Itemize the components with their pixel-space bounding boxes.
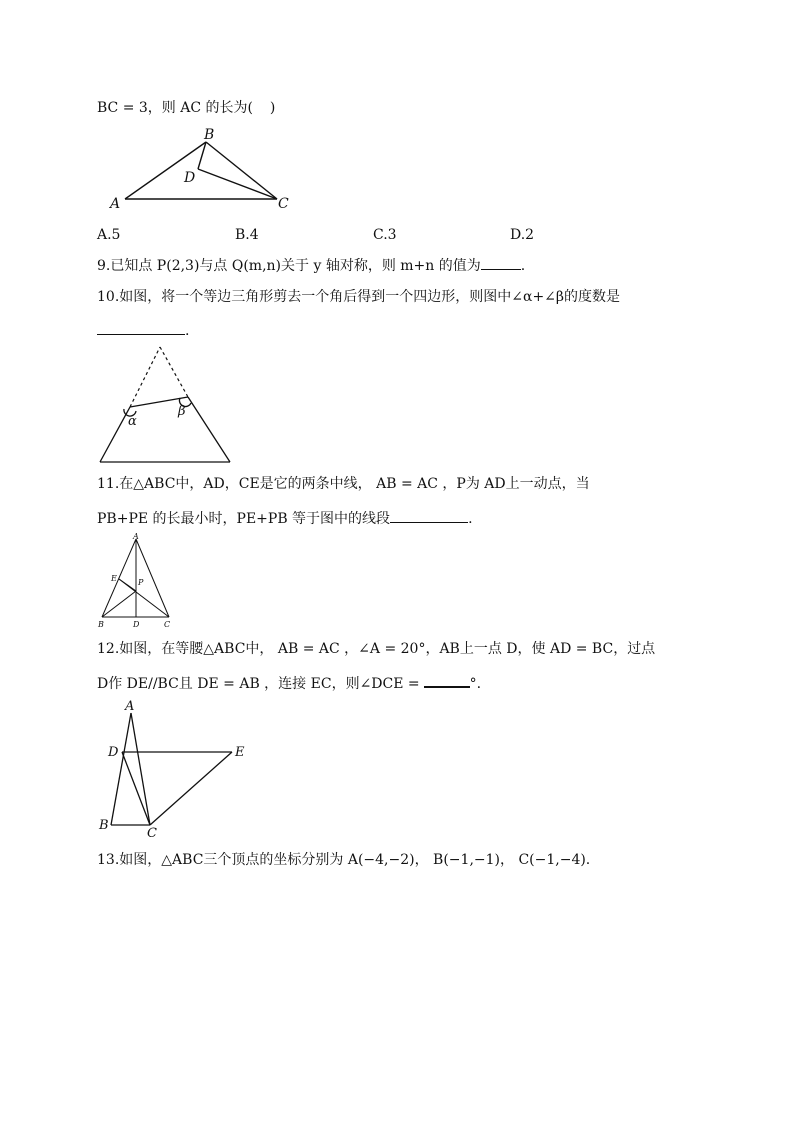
q11-label-a: A [133,532,139,541]
q8-label-b: B [204,127,215,143]
q11-label-c: C [164,620,171,629]
q11-line2: PB+PE 的长最小时，PE+PB 等于图中的线段 . [97,508,473,528]
q12-label-a: A [125,699,135,714]
q10-label-beta: β [178,404,186,419]
q10-figure [97,345,237,465]
q8-text: BC = 3，则 AC 的长为( ) [97,100,276,116]
q9-answer-blank[interactable] [481,255,521,270]
q8-option-b: B.4 [235,227,259,243]
q12-label-d: D [108,745,119,760]
q8-label-a: A [110,196,121,212]
q12-figure [95,695,255,840]
q8-label-c: C [278,196,289,212]
q10-label-alpha: α [128,414,137,429]
q8-label-d: D [184,170,196,186]
q12-label-b: B [99,818,109,833]
q12-line2: D作 DE//BC且 DE = AB ，连接 EC，则∠DCE = °. [97,672,481,693]
q11-label-b: B [98,620,104,629]
q8-figure [110,128,300,213]
q11-label-e: E [111,574,117,583]
q9-text: 9.已知点 P(2,3)与点 Q(m,n)关于 y 轴对称，则 m+n 的值为 . [97,255,525,275]
q12-line1: 12.如图，在等腰△ABC中， AB = AC ，∠A = 20°，AB上一点 D，使 AD = BC，过点 [97,641,656,657]
q10-text: 10.如图，将一个等边三角形剪去一个角后得到一个四边形，则图中∠α+∠β的度数是 [97,289,621,305]
q11-line1: 11.在△ABC中，AD，CE是它的两条中线， AB = AC ，P为 AD上一动点，当 [97,476,590,492]
q11-label-d: D [133,620,140,629]
q8-option-d: D.2 [510,227,535,243]
q10-answer-blank[interactable] [97,320,185,335]
q12-label-e: E [235,745,245,760]
q8-option-c: C.3 [373,227,397,243]
q11-figure [97,533,177,629]
q12-label-c: C [147,826,157,841]
q11-answer-blank[interactable] [390,508,468,523]
q12-answer-blank[interactable] [424,672,470,688]
q10-answer-line: . [97,320,189,340]
q13-text: 13.如图，△ABC三个顶点的坐标分别为 A(−4,−2)， B(−1,−1)， C(−1,−4). [97,852,591,868]
q11-label-p: P [138,578,144,587]
q8-option-a: A.5 [97,227,121,243]
